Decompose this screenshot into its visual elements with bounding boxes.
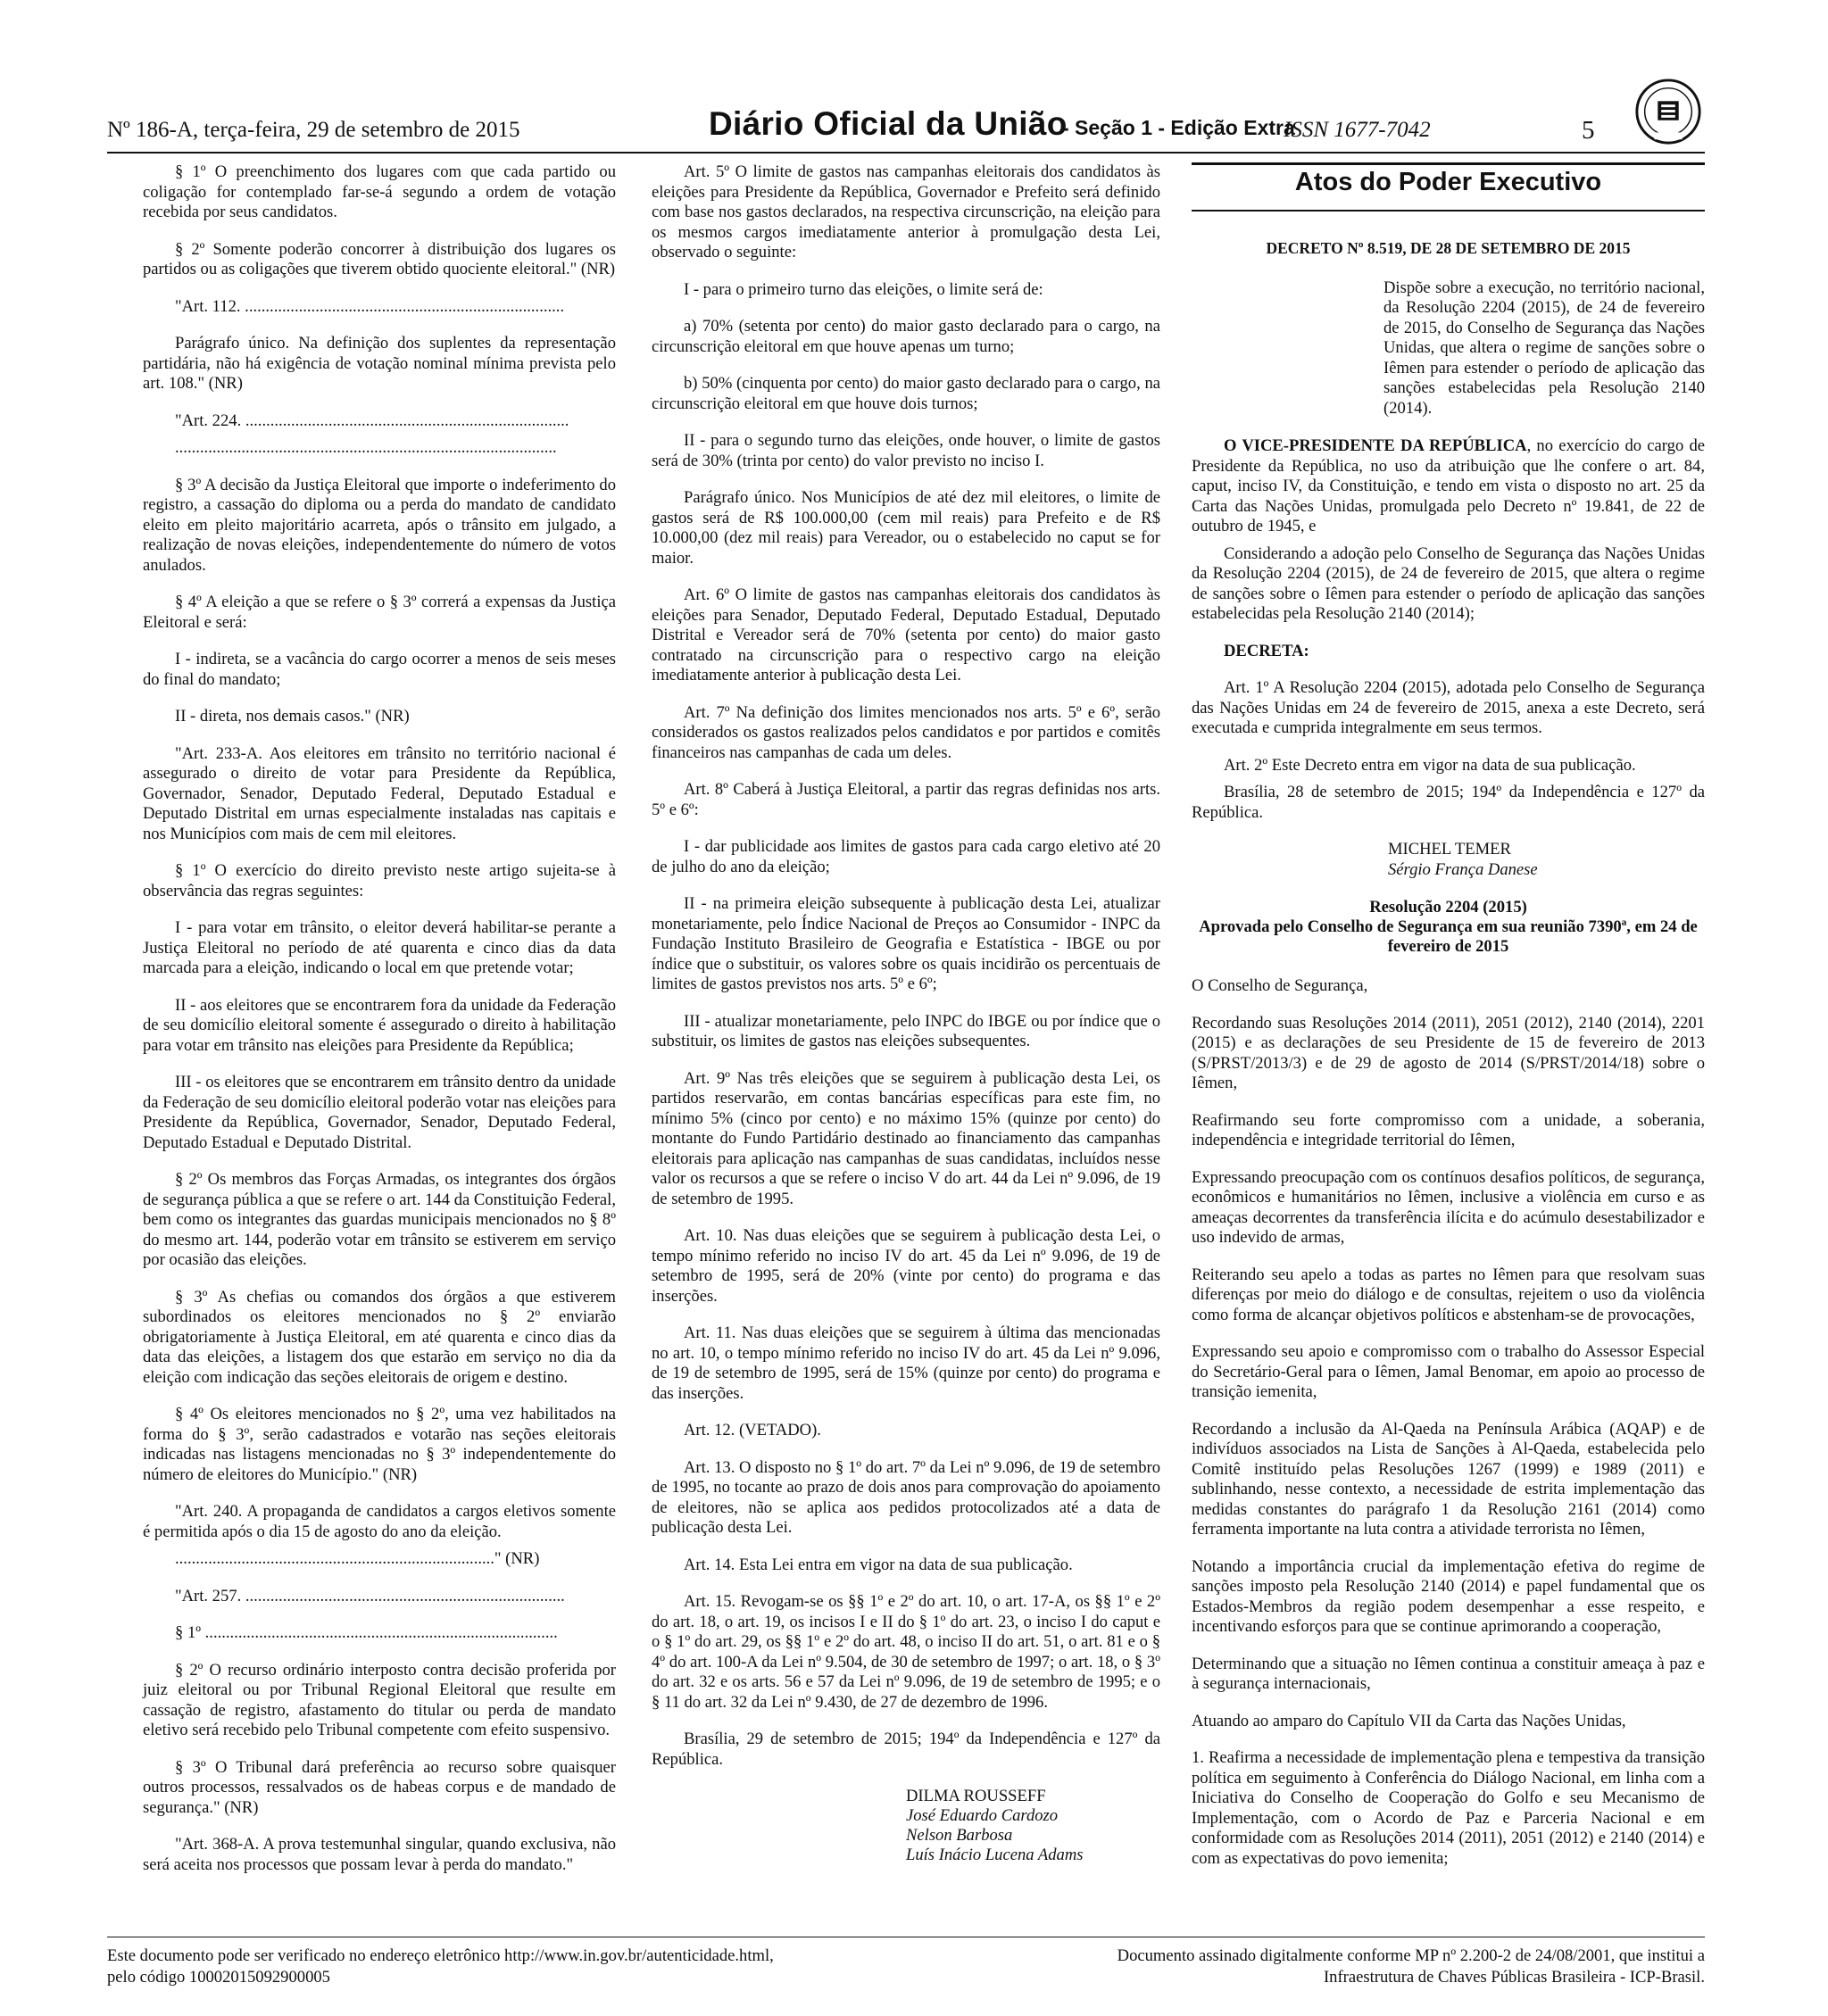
paragraph: § 4º Os eleitores mencionados no § 2º, uma vez habilitados na forma do § 3º, serão cadastrados e votarão nas seções eleitorais indicadas nas listagens mencionadas no § 3º independentemente do número de eleitores do Município." (NR) <box>143 1405 616 1484</box>
paragraph: § 3º As chefias ou comandos dos órgãos a que estiverem subordinados os eleitores mencionados no § 2º enviarão obrigatoriamente à Justiça Eleitoral, em até quarenta e cinco dias da data das eleições, a listagem dos que estarão em serviço no dia da eleição com indicação das seções eleitorais de origem e destino. <box>143 1287 616 1387</box>
paragraph: Parágrafo único. Nos Municípios de até dez mil eleitores, o limite de gastos será de R$ 100.000,00 (cem mil reais) para Prefeito e de R$ 10.000,00 (dez mil reais) para Vereador, ou o estabelecido no caput se for maior. <box>652 488 1160 568</box>
page-header <box>107 105 1705 152</box>
paragraph: Art. 2º Este Decreto entra em vigor na data de sua publicação. <box>1224 755 1636 775</box>
issn: ISSN 1677-7042 <box>1284 118 1431 142</box>
decreta-label: DECRETA: <box>1224 641 1309 660</box>
column-1 <box>143 162 616 1892</box>
paragraph: § 1º O preenchimento dos lugares com que cada partido ou coligação for contemplado far-se-á segundo a ordem de votação recebida por seus candidatos. <box>143 162 616 221</box>
resolution-title: Resolução 2204 (2015) <box>1369 898 1527 917</box>
footer-verification <box>107 1945 785 1988</box>
president-signature: DILMA ROUSSEFF <box>906 1787 1046 1805</box>
paragraph: I - indireta, se a vacância do cargo ocorrer a menos de seis meses do final do mandato; <box>143 650 616 689</box>
footer-signature-note <box>1035 1945 1705 1988</box>
preamble-authority: O VICE-PRESIDENTE DA REPÚBLICA <box>1224 436 1527 455</box>
journal-title: Diário Oficial da União <box>709 105 1068 142</box>
paragraph: Art. 5º O limite de gastos nas campanhas eleitorais dos candidatos às eleições para Presidente da República, Governador e Prefeito será definido com base nos gastos declarados, na respectiva circunscrição, na eleição para os mesmos cargos imediatamente anterior à promulgação desta Lei, observado o seguinte: <box>652 162 1160 261</box>
paragraph: Art. 13. O disposto no § 1º do art. 7º da Lei nº 9.096, de 19 de setembro de 1995, no tocante ao prazo de dois anos para comprovação do apoiamento de eleitores, não se aplica aos pedidos protocolizados até a data de publicação desta Lei. <box>652 1457 1160 1537</box>
paragraph: Reiterando seu apelo a todas as partes no Iêmen para que resolvam suas diferenças por meio do diálogo e de consultas, rejeitem o uso da violência como forma de alcançar objetivos políticos e abstenham-se de provocações, <box>1192 1265 1705 1324</box>
footer-verification-url: Este documento pode ser verificado no endereço eletrônico http://www.in.gov.br/autenticidade.html, <box>107 1946 774 1965</box>
paragraph: Notando a importância crucial da implementação efetiva do regime de sanções imposto pela Resolução 2140 (2014) e papel fundamental que os Estados-Membros da região podem desempenhar a esse respeito, e incentivando esforços para que se continue aprimorando a cooperação, <box>1192 1556 1705 1636</box>
decree-signatures <box>1388 840 1705 880</box>
paragraph: Art. 8º Caberá à Justiça Eleitoral, a partir das regras definidas nos arts. 5º e 6º: <box>652 780 1160 819</box>
paragraph: Expressando seu apoio e compromisso com o trabalho do Assessor Especial do Secretário-Geral para o Iêmen, Jamal Benomar, em apoio ao processo de transição iemenita, <box>1192 1342 1705 1401</box>
paragraph: § 3º A decisão da Justiça Eleitoral que importe o indeferimento do registro, a cassação do diploma ou a perda do mandato de candidato eleito em pleito majoritário acarreta, após o trânsito em julgado, a realização de novas eleições, independentemente do número de votos anulados. <box>143 475 616 575</box>
paragraph: Art. 1º A Resolução 2204 (2015), adotada pelo Conselho de Segurança das Nações Unidas em 24 de fevereiro de 2015, anexa a este Decreto, será executada e cumprida integralmente em seus termos. <box>1192 678 1705 737</box>
footer-signature-line2: Infraestrutura de Chaves Públicas Brasileira - ICP-Brasil. <box>1323 1968 1705 1987</box>
paragraph: Recordando suas Resoluções 2014 (2011), 2051 (2012), 2140 (2014), 2201 (2015) e as declarações de seu Presidente de 15 de fevereiro de 2013 (S/PRST/2013/3) e de 29 de agosto de 2014 (S/PRST/2014/18) sobre o Iêmen, <box>1192 1013 1705 1092</box>
paragraph: I - para o primeiro turno das eleições, o limite será de: <box>684 279 1043 299</box>
paragraph: Art. 9º Nas três eleições que se seguirem à publicação desta Lei, os partidos reservarão, em contas bancárias específicas para este fim, no mínimo 5% (cinco por cento) e no máximo 15% (quinze por cento) do montante do Fundo Partidário destinado ao financiamento das campanhas eleitorais para aplicação nas campanhas de suas candidatas, incluídos nesse valor os recursos a que se refere o inciso V do art. 44 da Lei nº 9.096, de 19 de setembro de 1995. <box>652 1068 1160 1208</box>
paragraph: I - dar publicidade aos limites de gastos para cada cargo eletivo até 20 de julho do ano da eleição; <box>652 837 1160 876</box>
minister-signature: Nelson Barbosa <box>906 1826 1013 1845</box>
paragraph: II - na primeira eleição subsequente à publicação desta Lei, atualizar monetariamente, pelo Índice Nacional de Preços ao Consumidor - INPC da Fundação Instituto Brasileiro de Geografia e Estatística - IBGE ou por índice que o substituir, os valores sobre os quais incidirão os percentuais de limites de gastos previstos nos arts. 5º e 6º; <box>652 894 1160 993</box>
preamble <box>1192 436 1705 537</box>
edition-info: Nº 186-A, terça-feira, 29 de setembro de 2015 <box>107 118 520 142</box>
decree-ementa: Dispõe sobre a execução, no território nacional, da Resolução 2204 (2015), de 24 de fevereiro de 2015, do Conselho de Segurança das Nações Unidas, que altera o regime de sanções sobre o Iêmen para estender o período de aplicação das sanções estabelecidas pela Resolução 2140 (2014). <box>1383 278 1705 418</box>
paragraph: § 3º O Tribunal dará preferência ao recurso sobre quaisquer outros processos, ressalvados os de habeas corpus e de mandado de segurança." (NR) <box>143 1757 616 1817</box>
decree-title: DECRETO Nº 8.519, DE 28 DE SETEMBRO DE 2015 <box>1266 239 1631 257</box>
cosigner: Sérgio França Danese <box>1388 859 1538 879</box>
paragraph: ............................................................................." (NR) <box>175 1549 540 1568</box>
paragraph: Art. 12. (VETADO). <box>684 1421 821 1439</box>
paragraph: "Art. 240. A propaganda de candidatos a cargos eletivos somente é permitida após o dia 15 de agosto do ano da eleição. <box>143 1502 616 1541</box>
preamble-text: , no exercício do cargo de Presidente da República, no uso da atribuição que lhe confere o art. 84, caput, inciso IV, da Constituição, e tendo em vista o disposto no art. 25 da Carta das Nações Unidas, promulgada pelo Decreto nº 19.841, de 22 de outubro de 1945, e <box>1192 436 1705 535</box>
paragraph: a) 70% (setenta por cento) do maior gasto declarado para o cargo, na circunscrição eleitoral em que houve apenas um turno; <box>652 317 1160 356</box>
paragraph: Recordando a inclusão da Al-Qaeda na Península Arábica (AQAP) e de indivíduos associados na Lista de Sanções à Al-Qaeda, estabelecida pelo Comitê instituído pelas Resoluções 1267 (1999) e 1989 (2011) e sublinhando, nesse contexto, a necessidade de estrita implementação das medidas constantes do parágrafo 1 da Resolução 2161 (2014) como ferramenta importante na luta contra a atividade terrorista no Iêmen, <box>1192 1419 1705 1539</box>
paragraph: "Art. 233-A. Aos eleitores em trânsito no território nacional é assegurado o direito de votar para Presidente da República, Governador, Senador, Deputado Federal, Deputado Estadual e Deputado Distrital em urnas especialmente instaladas nas capitais e nos Municípios com mais de cem mil eleitores. <box>143 743 616 843</box>
minister-signature: José Eduardo Cardozo <box>906 1806 1059 1825</box>
signer: MICHEL TEMER <box>1388 840 1511 859</box>
paragraph: "Art. 257. ............................................................................. <box>175 1586 565 1605</box>
paragraph: Considerando a adoção pelo Conselho de Segurança das Nações Unidas da Resolução 2204 (2015), de 24 de fevereiro de 2015, que altera o regime de sanções sobre o Iêmen para estender o período de aplicação das sanções estabelecidas pela Resolução 2140 (2014); <box>1192 543 1705 623</box>
minister-signature: Luís Inácio Lucena Adams <box>906 1846 1084 1864</box>
paragraph: Expressando preocupação com os contínuos desafios políticos, de segurança, econômicos e humanitários no Iêmen, inclusive a violência em curso e as ameaças decorrentes da transferência ilícita e do acúmulo desestabilizador e uso indevido de armas, <box>1192 1167 1705 1247</box>
paragraph: b) 50% (cinquenta por cento) do maior gasto declarado para o cargo, na circunscrição eleitoral em que houve dois turnos; <box>652 374 1160 413</box>
page-number: 5 <box>1582 116 1595 145</box>
column-3 <box>1192 162 1705 1886</box>
paragraph: Art. 15. Revogam-se os §§ 1º e 2º do art. 10, o art. 17-A, os §§ 1º e 2º do art. 18, o art. 19, os incisos I e II do § 1º do art. 23, o inciso I do caput e o § 1º do art. 29, os §§ 1º e 2º do art. 48, o inciso II do art. 51, o art. 81 e o § 4º do art. 100-A da Lei nº 9.504, de 30 de setembro de 1997; o art. 18, o § 3º do art. 32 e os arts. 56 e 57 da Lei nº 9.096, de 19 de setembro de 1995; e o § 11 do art. 32 da Lei nº 9.430, de 27 de dezembro de 1996. <box>652 1592 1160 1712</box>
section-banner <box>1192 162 1705 212</box>
paragraph: I - para votar em trânsito, o eleitor deverá habilitar-se perante a Justiça Eleitoral no período de até quarenta e cinco dias da data marcada para a eleição, indicando o local em que pretende votar; <box>143 918 616 977</box>
paragraph: § 2º Somente poderão concorrer à distribuição dos lugares os partidos ou as coligações que tiverem obtido quociente eleitoral." (NR) <box>143 239 616 278</box>
paragraph: III - atualizar monetariamente, pelo INPC do IBGE ou por índice que o substituir, os limites de gastos nas eleições subsequentes. <box>652 1011 1160 1050</box>
resolution-subtitle: Aprovada pelo Conselho de Segurança em sua reunião 7390ª, em 24 de fevereiro de 2015 <box>1199 917 1698 956</box>
paragraph: Art. 10. Nas duas eleições que se seguirem à publicação desta Lei, o tempo mínimo referido no inciso IV do art. 45 da Lei nº 9.096, de 19 de setembro de 1995, será de 20% (vinte por cento) do programa e das inserções. <box>652 1226 1160 1306</box>
column-2 <box>652 162 1160 1865</box>
header-rule <box>107 152 1705 153</box>
signature-block <box>906 1787 1201 1865</box>
paragraph: Atuando ao amparo do Capítulo VII da Carta das Nações Unidas, <box>1192 1711 1626 1730</box>
paragraph: II - direta, nos demais casos." (NR) <box>175 707 410 726</box>
place-date: Brasília, 28 de setembro de 2015; 194º da Independência e 127º da República. <box>1192 783 1705 822</box>
paragraph: II - para o segundo turno das eleições, onde houver, o limite de gastos será de 30% (trinta por cento) do valor previsto no inciso I. <box>652 431 1160 470</box>
paragraph: Art. 7º Na definição dos limites mencionados nos arts. 5º e 6º, serão considerados os gastos realizados pelos candidatos e por partidos e comitês financeiros nas campanhas de cada um deles. <box>652 702 1160 762</box>
paragraph: ............................................................................................ <box>175 438 557 457</box>
paragraph: O Conselho de Segurança, <box>1192 976 1368 995</box>
paragraph: Art. 14. Esta Lei entra em vigor na data de sua publicação. <box>684 1555 1073 1574</box>
paragraph: II - aos eleitores que se encontrarem fora da unidade da Federação de seu domicílio eleitoral somente é assegurado o direito à habilitação para votar em trânsito nas eleições para Presidente da República; <box>143 995 616 1055</box>
paragraph: Determinando que a situação no Iêmen continua a constituir ameaça à paz e à segurança internacionais, <box>1192 1654 1705 1693</box>
banner-title: Atos do Poder Executivo <box>1294 168 1602 196</box>
footer-verification-code: pelo código 10002015092900005 <box>107 1968 330 1987</box>
paragraph: § 1º O exercício do direito previsto neste artigo sujeita-se à observância das regras seguintes: <box>143 861 616 900</box>
paragraph: III - os eleitores que se encontrarem em trânsito dentro da unidade da Federação de seu domicílio eleitoral poderão votar nas eleições para Presidente da República, Governador, Senador, Deputado Federal, Deputado Estadual e Deputado Distrital. <box>143 1073 616 1152</box>
paragraph: Reafirmando seu forte compromisso com a unidade, a soberania, independência e integridade territorial do Iêmen, <box>1192 1110 1705 1149</box>
paragraph: 1. Reafirma a necessidade de implementação plena e tempestiva da transição política em seguimento à Conferência do Diálogo Nacional, em linha com a Iniciativa do Conselho de Cooperação do Golfo e seu Mecanismo de Implementação, com o Acordo de Paz e Parceria Nacional e em conformidade com as Resoluções 2014 (2011), 2051 (2012) e 2140 (2014) e com as expectativas do povo iemenita; <box>1192 1748 1705 1868</box>
paragraph: § 2º O recurso ordinário interposto contra decisão proferida por juiz eleitoral ou por Tribunal Regional Eleitoral que resulte em cassação de registro, afastamento do titular ou perda de mandato eletivo será recebido pelo Tribunal competente com efeito suspensivo. <box>143 1660 616 1739</box>
footer-signature-line1: Documento assinado digitalmente conforme MP nº 2.200-2 de 24/08/2001, que institui a <box>1117 1946 1705 1965</box>
paragraph: Art. 11. Nas duas eleições que se seguirem à última das mencionadas no art. 10, o tempo mínimo referido no inciso IV do art. 45 da Lei nº 9.096, de 19 de setembro de 1995, será de 15% (quinze por cento) do programa e das inserções. <box>652 1323 1160 1403</box>
paragraph: "Art. 368-A. A prova testemunhal singular, quando exclusiva, não será aceita nos processos que possam levar à perda do mandato." <box>143 1835 616 1874</box>
paragraph: § 2º Os membros das Forças Armadas, os integrantes dos órgãos de segurança pública a que se refere o art. 144 da Constituição Federal, bem como os integrantes das guardas municipais mencionados no § 8º do mesmo art. 144, poderão votar em trânsito se estiverem em serviço por ocasião das eleições. <box>143 1170 616 1269</box>
paragraph: § 1º ..................................................................................... <box>175 1623 558 1642</box>
paragraph: Art. 6º O limite de gastos nas campanhas eleitorais dos candidatos às eleições para Senador, Deputado Federal, Deputado Estadual, Deputado Distrital e Vereador será de 70% (setenta por cento) do maior gasto contratado na circunscrição para o respectivo cargo na eleição imediatamente anterior à publicação desta Lei. <box>652 585 1160 684</box>
paragraph: Brasília, 29 de setembro de 2015; 194º da Independência e 127º da República. <box>652 1730 1160 1769</box>
imprensa-nacional-seal-icon <box>1633 77 1703 146</box>
paragraph: § 4º A eleição a que se refere o § 3º correrá a expensas da Justiça Eleitoral e será: <box>143 593 616 632</box>
section-label: - Seção 1 - Edição Extra <box>1062 116 1295 139</box>
resolution-header <box>1192 898 1705 957</box>
paragraph: "Art. 224. .............................................................................. <box>175 411 569 430</box>
paragraph: Parágrafo único. Na definição dos suplentes da representação partidária, não há exigência de votação nominal mínima prevista pelo art. 108." (NR) <box>143 334 616 393</box>
paragraph: "Art. 112. ............................................................................. <box>175 296 565 316</box>
